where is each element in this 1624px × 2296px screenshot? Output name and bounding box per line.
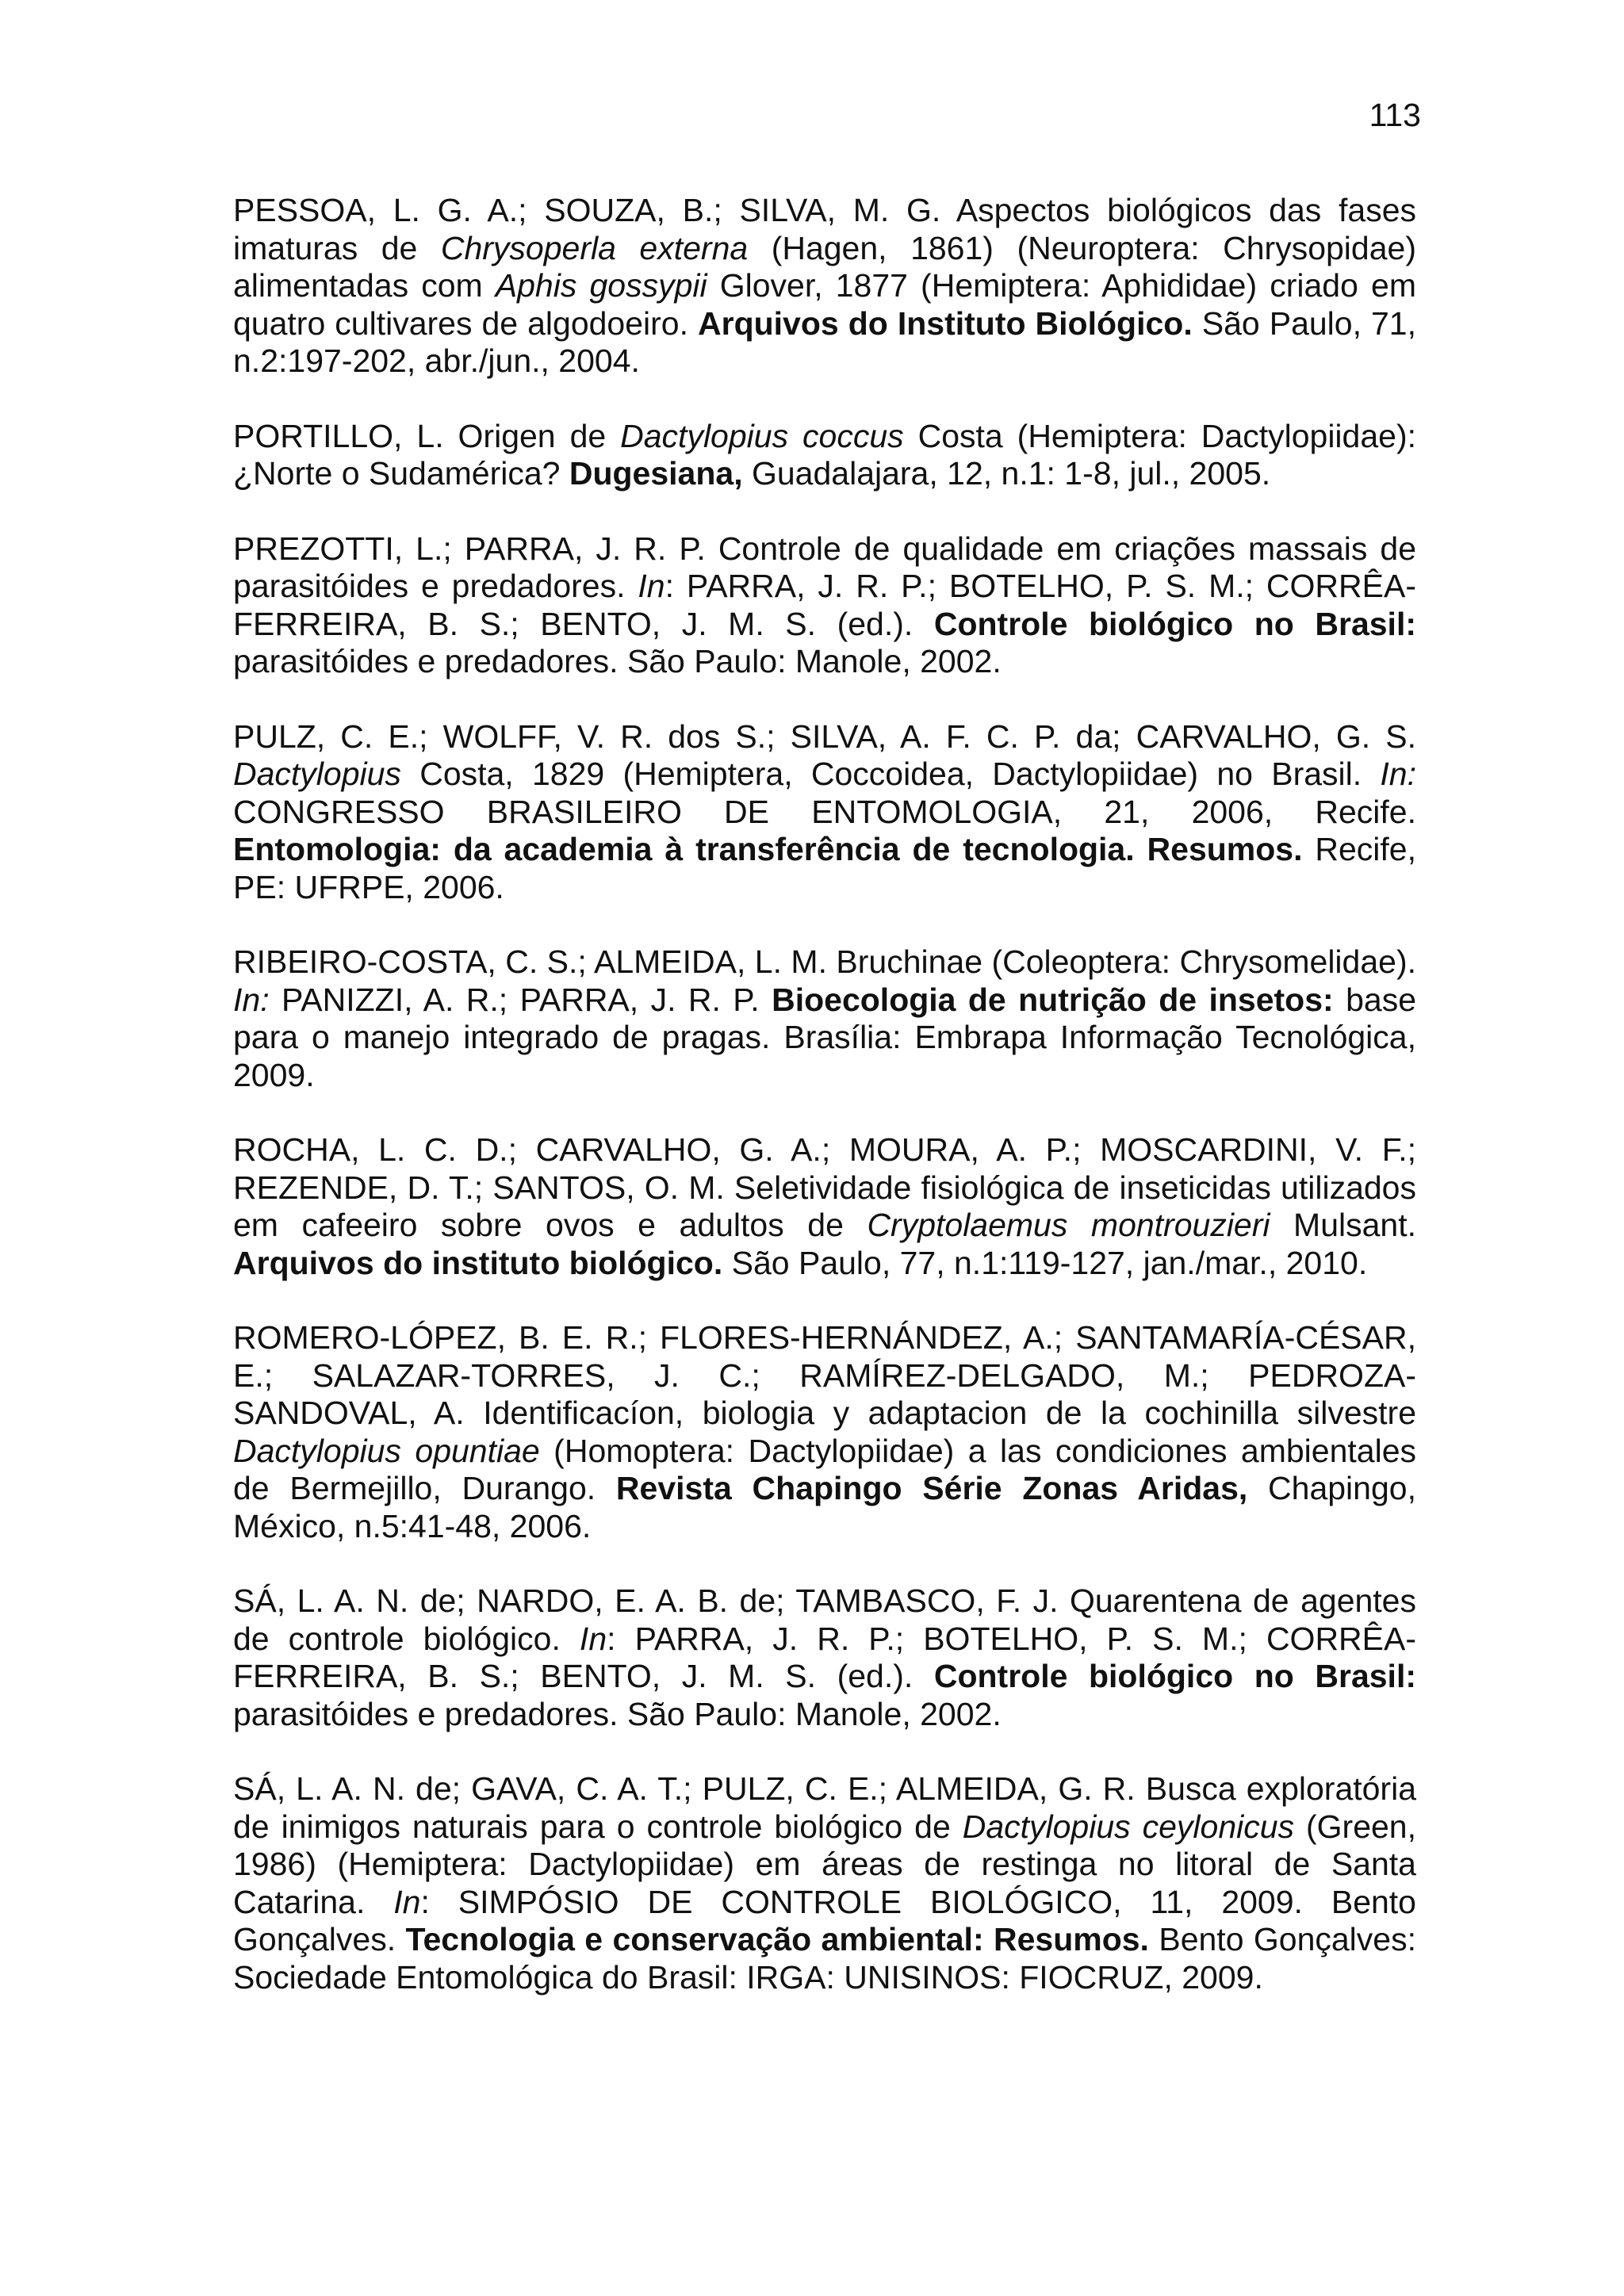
reference-entry [233,1131,1416,1282]
reference-text: ROCHA, L. C. D.; CARVALHO, G. A.; MOURA, A. P.; MOSCARDINI, V. F.; REZENDE, D. T.; SANTOS, O. M. Seletividade fisiológica de inseticidas utilizados em cafeeiro sobre ovos e adultos de [233,1131,1416,1243]
reference-text: Bento Gonçalves: Sociedade Entomológica do Brasil: IRGA: UNISINOS: FIOCRUZ, 2009. [233,1921,1416,1996]
reference-text: ROMERO-LÓPEZ, B. E. R.; FLORES-HERNÁNDEZ, A.; SANTAMARÍA-CÉSAR, E.; SALAZAR-TORRES, J. C.; RAMÍREZ-DELGADO, M.; PEDROZA-SANDOVAL, A. Identificacíon, biologia y adaptacion de la cochinilla silvestre [233,1319,1416,1431]
reference-text: PORTILLO, L. Origen de [233,417,621,454]
bold-title: Revista Chapingo Série Zonas Aridas, [615,1470,1248,1506]
page-number: 113 [1369,97,1421,133]
reference-text: CONGRESSO BRASILEIRO DE ENTOMOLOGIA, 21, 2006, Recife. [233,793,1416,830]
reference-text: (Homoptera: Dactylopiidae) a las condiciones ambientales de Bermejillo, Durango. [233,1432,1416,1506]
italic-text: In [638,568,665,604]
italic-text: Dactylopius opuntiae [233,1432,540,1469]
bold-title: Controle biológico no Brasil: [933,1658,1416,1694]
reference-text: base para o manejo integrado de pragas. Brasília: Embrapa Informação Tecnológica, 2009. [233,981,1416,1093]
reference-entry [233,1582,1416,1733]
reference-text: : PARRA, J. R. P.; BOTELHO, P. S. M.; CORRÊA-FERREIRA, B. S.; BENTO, J. M. S. (ed.). [233,568,1416,642]
reference-text: Costa (Hemiptera: Dactylopiidae): ¿Norte o Sudamérica? [233,417,1416,492]
reference-text: Mulsant. [1270,1207,1416,1243]
italic-text: In [579,1620,607,1657]
reference-text: São Paulo, 71, n.2:197-202, abr./jun., 2004. [233,304,1416,379]
reference-text: : PARRA, J. R. P.; BOTELHO, P. S. M.; CORRÊA-FERREIRA, B. S.; BENTO, J. M. S. (ed.). [233,1620,1417,1694]
reference-text: Guadalajara, 12, n.1: 1-8, jul., 2005. [742,455,1271,492]
bold-title: Controle biológico no Brasil: [933,605,1416,642]
bold-title: Tecnologia e conservação ambiental: Resumos. [405,1921,1149,1957]
reference-text: SÁ, L. A. N. de; NARDO, E. A. B. de; TAMBASCO, F. J. Quarentena de agentes de controle biológico. [233,1582,1416,1657]
reference-text: : SIMPÓSIO DE CONTROLE BIOLÓGICO, 11, 2009. Bento Gonçalves. [233,1883,1416,1957]
reference-entry [233,1770,1416,1996]
italic-text: In [393,1883,421,1920]
reference-text: Recife, PE: UFRPE, 2006. [233,831,1416,905]
reference-text: PANIZZI, A. R.; PARRA, J. R. P. [269,981,772,1018]
reference-text: (Green, 1986) (Hemiptera: Dactylopiidae) em áreas de restinga no litoral de Santa Catarina. [233,1808,1417,1920]
italic-text: Dactylopius ceylonicus [962,1808,1295,1845]
bold-title: Arquivos do instituto biológico. [233,1244,723,1281]
bold-title: Arquivos do Instituto Biológico. [698,304,1193,342]
italic-text: Dactylopius coccus [620,417,904,454]
reference-text: PULZ, C. E.; WOLFF, V. R. dos S.; SILVA, A. F. C. P. da; CARVALHO, G. S. [233,718,1416,755]
reference-text: RIBEIRO-COSTA, C. S.; ALMEIDA, L. M. Bruchinae (Coleoptera: Chrysomelidae). [233,943,1416,980]
reference-text: Glover, 1877 (Hemiptera: Aphididae) criado em quatro cultivares de algodoeiro. [233,267,1416,342]
reference-text: São Paulo, 77, n.1:119-127, jan./mar., 2010. [722,1244,1368,1281]
italic-text: Cryptolaemus montrouzieri [867,1207,1270,1243]
reference-text: parasitóides e predadores. São Paulo: Manole, 2002. [233,643,1002,679]
reference-text: parasitóides e predadores. São Paulo: Manole, 2002. [233,1695,1002,1732]
reference-text: PREZOTTI, L.; PARRA, J. R. P. Controle de qualidade em criações massais de parasitóides e predadores. [233,530,1416,604]
italic-text: In: [233,981,270,1018]
reference-entry [233,1319,1416,1545]
italic-text: In: [1380,756,1416,792]
reference-text: Chapingo, México, n.5:41-48, 2006. [233,1470,1416,1544]
reference-text: (Hagen, 1861) (Neuroptera: Chrysopidae) alimentadas com [233,229,1416,304]
bold-title: Bioecologia de nutrição de insetos: [772,981,1334,1018]
reference-text: PESSOA, L. G. A.; SOUZA, B.; SILVA, M. G. Aspectos biológicos das fases imaturas de [233,192,1416,266]
italic-text: Chrysoperla externa [440,229,749,266]
bold-title: Dugesiana, [569,455,743,492]
reference-entry [233,718,1416,907]
reference-text: Costa, 1829 (Hemiptera, Coccoidea, Dactylopiidae) no Brasil. [400,756,1381,792]
italic-text: Aphis gossypii [495,267,707,304]
reference-entry [233,192,1416,381]
bold-title: Entomologia: da academia à transferência de tecnologia. Resumos. [233,831,1303,867]
reference-entry [233,418,1416,493]
reference-text: SÁ, L. A. N. de; GAVA, C. A. T.; PULZ, C. E.; ALMEIDA, G. R. Busca exploratória de inimigos naturais para o controle biológico de [233,1770,1416,1845]
reference-entry [233,530,1416,681]
reference-entry [233,943,1416,1094]
reference-list [233,192,1416,2034]
italic-text: Dactylopius [233,756,401,792]
